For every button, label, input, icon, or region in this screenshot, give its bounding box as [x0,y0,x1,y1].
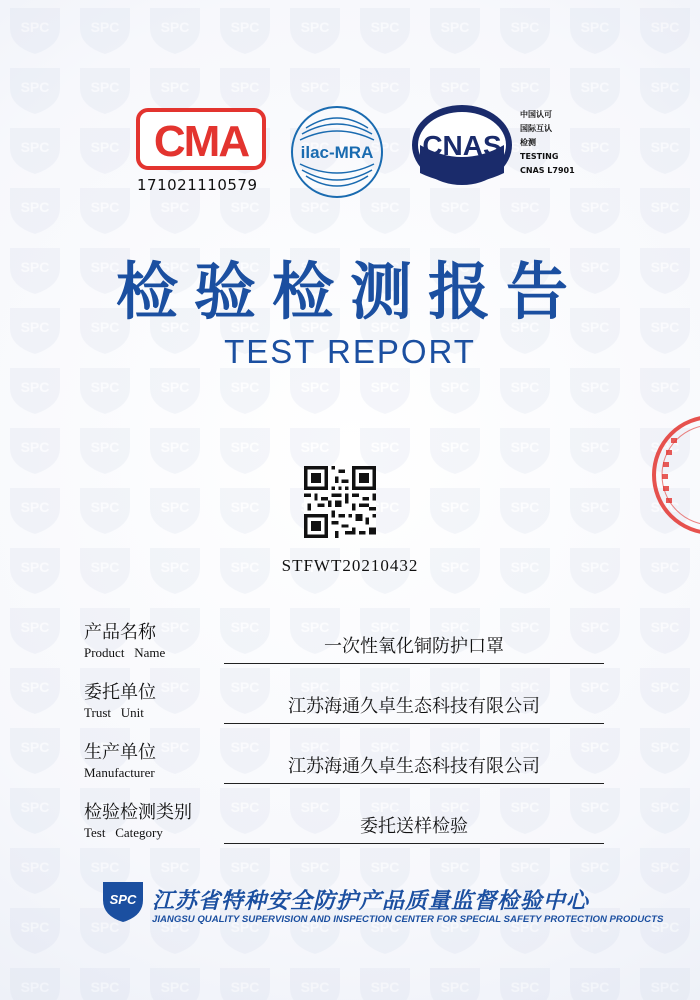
field-value: 江苏海通久卓生态科技有限公司 [288,696,540,717]
cnas-line: 检测 [520,138,536,147]
field-label-en: Trust Unit [84,705,144,720]
field-product-name [84,618,614,678]
cma-logo [136,104,266,174]
field-underline [224,723,604,724]
field-value: 一次性氧化铜防护口罩 [324,636,504,657]
ilac-mra-text: ilac-MRA [300,143,374,162]
qr-code [304,466,376,538]
report-title-cn: 检验检测报告 [115,255,584,328]
field-label-cn: 委托单位 [84,682,156,703]
field-underline [224,783,604,784]
field-label-cn: 生产单位 [84,742,156,763]
field-manufacturer [84,738,614,798]
cnas-text: CNAS [422,130,502,161]
spc-logo-text: SPC [109,892,137,907]
ilac-mra-logo [288,104,386,200]
field-trust-unit [84,678,614,738]
report-title-en: TEST REPORT [224,333,476,370]
field-underline [224,843,604,844]
cma-certificate-number: 171021110579 [137,176,258,194]
issuer-name-cn: 江苏省特种安全防护产品质量监督检验中心 [152,889,590,914]
cnas-line: 中国认可 [520,110,552,119]
field-label-en: Test Category [84,825,163,840]
cnas-line: TESTING [520,152,559,161]
field-test-category [84,798,614,858]
cnas-line: 国际互认 [520,124,552,133]
official-seal [650,410,700,540]
field-value: 江苏海通久卓生态科技有限公司 [288,756,540,777]
field-label-cn: 检验检测类别 [84,802,192,823]
field-label-en: Manufacturer [84,765,155,780]
field-label-en: Product Name [84,645,166,660]
cnas-line: CNAS L7901 [520,166,575,175]
cnas-accreditation-text [520,108,590,178]
spc-shield-icon [100,878,146,924]
field-underline [224,663,604,664]
svg-text:CMA: CMA [153,117,249,166]
cnas-logo [410,103,514,187]
field-label-cn: 产品名称 [84,622,156,643]
report-number: STFWT20210432 [281,556,419,575]
field-value: 委托送样检验 [360,816,468,837]
issuer-name-en: JIANGSU QUALITY SUPERVISION AND INSPECTION CENTER FOR SPECIAL SAFETY PROTECTION PRODUCTS [152,914,664,925]
